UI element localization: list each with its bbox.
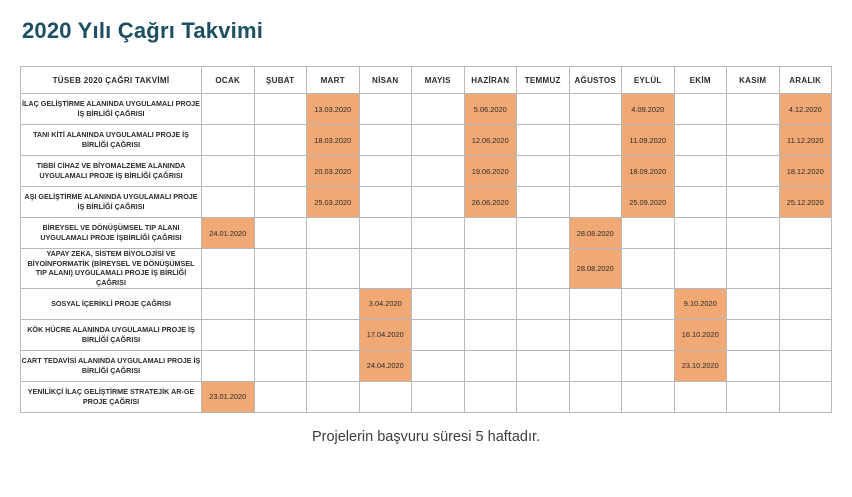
call-name-cell: KÖK HÜCRE ALANINDA UYGULAMALI PROJE İŞ BİRLİĞİ ÇAĞRISI xyxy=(21,319,202,350)
call-date-cell: 16.10.2020 xyxy=(674,319,727,350)
empty-cell xyxy=(359,94,412,125)
call-date-cell: 24.04.2020 xyxy=(359,350,412,381)
page-title: 2020 Yılı Çağrı Takvimi xyxy=(22,18,264,43)
empty-cell xyxy=(412,350,465,381)
empty-cell xyxy=(202,125,255,156)
empty-cell xyxy=(569,381,622,412)
empty-cell xyxy=(674,94,727,125)
empty-cell xyxy=(464,319,517,350)
call-date-cell: 17.04.2020 xyxy=(359,319,412,350)
empty-cell xyxy=(412,125,465,156)
table-row xyxy=(21,94,832,125)
month-header: ŞUBAT xyxy=(254,67,307,94)
empty-cell xyxy=(779,249,832,289)
table-row xyxy=(21,350,832,381)
empty-cell xyxy=(202,319,255,350)
empty-cell xyxy=(254,156,307,187)
table-row xyxy=(21,218,832,249)
empty-cell xyxy=(254,319,307,350)
table-row xyxy=(21,381,832,412)
footnote: Projelerin başvuru süresi 5 haftadır. xyxy=(311,428,541,445)
call-date-cell: 28.08.2020 xyxy=(569,249,622,289)
month-header: EYLÜL xyxy=(622,67,675,94)
empty-cell xyxy=(254,249,307,289)
call-date-cell: 18.03.2020 xyxy=(307,125,360,156)
empty-cell xyxy=(727,319,780,350)
empty-cell xyxy=(202,288,255,319)
call-date-cell: 26.06.2020 xyxy=(464,187,517,218)
empty-cell xyxy=(569,94,622,125)
empty-cell xyxy=(412,156,465,187)
empty-cell xyxy=(254,94,307,125)
month-header: OCAK xyxy=(202,67,255,94)
month-header: AĞUSTOS xyxy=(569,67,622,94)
empty-cell xyxy=(779,319,832,350)
empty-cell xyxy=(254,218,307,249)
call-date-cell: 25.09.2020 xyxy=(622,187,675,218)
empty-cell xyxy=(569,288,622,319)
empty-cell xyxy=(464,288,517,319)
empty-cell xyxy=(464,249,517,289)
call-date-cell: 23.10.2020 xyxy=(674,350,727,381)
empty-cell xyxy=(412,381,465,412)
call-date-cell: 20.03.2020 xyxy=(307,156,360,187)
empty-cell xyxy=(202,94,255,125)
empty-cell xyxy=(202,350,255,381)
call-name-cell: CART TEDAVİSİ ALANINDA UYGULAMALI PROJE İŞ BİRLİĞİ ÇAĞRISI xyxy=(21,350,202,381)
empty-cell xyxy=(307,381,360,412)
call-date-cell: 23.01.2020 xyxy=(202,381,255,412)
empty-cell xyxy=(517,156,570,187)
empty-cell xyxy=(307,249,360,289)
empty-cell xyxy=(674,381,727,412)
table-row xyxy=(21,187,832,218)
month-header: MAYIS xyxy=(412,67,465,94)
empty-cell xyxy=(517,94,570,125)
empty-cell xyxy=(517,125,570,156)
empty-cell xyxy=(517,218,570,249)
empty-cell xyxy=(254,350,307,381)
empty-cell xyxy=(779,218,832,249)
table-header-row xyxy=(21,67,832,94)
empty-cell xyxy=(517,249,570,289)
call-name-cell: TIBBİ CİHAZ VE BİYOMALZEME ALANINDA UYGULAMALI PROJE İŞ BİRLİĞİ ÇAĞRISI xyxy=(21,156,202,187)
empty-cell xyxy=(254,125,307,156)
empty-cell xyxy=(517,187,570,218)
empty-cell xyxy=(464,381,517,412)
empty-cell xyxy=(412,249,465,289)
empty-cell xyxy=(412,288,465,319)
empty-cell xyxy=(674,125,727,156)
month-header: TEMMUZ xyxy=(517,67,570,94)
empty-cell xyxy=(674,156,727,187)
table-row xyxy=(21,288,832,319)
empty-cell xyxy=(622,381,675,412)
empty-cell xyxy=(727,249,780,289)
month-header: NİSAN xyxy=(359,67,412,94)
empty-cell xyxy=(307,218,360,249)
call-name-cell: İLAÇ GELİŞTİRME ALANINDA UYGULAMALI PROJE İŞ BİRLİĞİ ÇAĞRISI xyxy=(21,94,202,125)
empty-cell xyxy=(622,350,675,381)
empty-cell xyxy=(359,156,412,187)
empty-cell xyxy=(254,381,307,412)
call-date-cell: 18.12.2020 xyxy=(779,156,832,187)
month-header: HAZİRAN xyxy=(464,67,517,94)
empty-cell xyxy=(307,288,360,319)
table-row xyxy=(21,125,832,156)
empty-cell xyxy=(359,125,412,156)
month-header: ARALIK xyxy=(779,67,832,94)
empty-cell xyxy=(359,187,412,218)
calendar-table-container xyxy=(0,44,852,413)
empty-cell xyxy=(569,125,622,156)
empty-cell xyxy=(727,381,780,412)
call-date-cell: 4.09.2020 xyxy=(622,94,675,125)
empty-cell xyxy=(517,381,570,412)
empty-cell xyxy=(674,187,727,218)
call-name-cell: TANI KİTİ ALANINDA UYGULAMALI PROJE İŞ BİRLİĞİ ÇAĞRISI xyxy=(21,125,202,156)
empty-cell xyxy=(674,218,727,249)
call-name-cell: YAPAY ZEKA, SİSTEM BİYOLOJİSİ VE BİYOİNFORMATİK (BİREYSEL VE DÖNÜŞÜMSEL TIP ALANI) UYGULAMALI PROJE İŞ BİRLİĞİ ÇAĞRISI xyxy=(21,249,202,289)
month-header: KASIM xyxy=(727,67,780,94)
table-header xyxy=(21,67,832,94)
empty-cell xyxy=(727,218,780,249)
call-date-cell: 25.03.2020 xyxy=(307,187,360,218)
empty-cell xyxy=(412,94,465,125)
month-header: MART xyxy=(307,67,360,94)
empty-cell xyxy=(727,94,780,125)
empty-cell xyxy=(569,156,622,187)
call-name-cell: SOSYAL İÇERİKLİ PROJE ÇAĞRISI xyxy=(21,288,202,319)
empty-cell xyxy=(569,350,622,381)
call-date-cell: 12.06.2020 xyxy=(464,125,517,156)
empty-cell xyxy=(779,350,832,381)
empty-cell xyxy=(779,288,832,319)
call-date-cell: 11.12.2020 xyxy=(779,125,832,156)
table-corner-header: TÜSEB 2020 ÇAĞRI TAKVİMİ xyxy=(21,67,202,94)
table-body xyxy=(21,94,832,413)
empty-cell xyxy=(359,381,412,412)
call-name-cell: AŞI GELİŞTİRME ALANINDA UYGULAMALI PROJE İŞ BİRLİĞİ ÇAĞRISI xyxy=(21,187,202,218)
call-name-cell: YENİLİKÇİ İLAÇ GELİŞTİRME STRATEJİK AR-GE PROJE ÇAĞRISI xyxy=(21,381,202,412)
empty-cell xyxy=(307,319,360,350)
empty-cell xyxy=(779,381,832,412)
call-name-cell: BİREYSEL VE DÖNÜŞÜMSEL TIP ALANI UYGULAMALI PROJE İŞBİRLİĞİ ÇAĞRISI xyxy=(21,218,202,249)
empty-cell xyxy=(254,288,307,319)
call-date-cell: 25.12.2020 xyxy=(779,187,832,218)
empty-cell xyxy=(359,218,412,249)
empty-cell xyxy=(622,218,675,249)
empty-cell xyxy=(412,218,465,249)
empty-cell xyxy=(202,156,255,187)
call-date-cell: 9.10.2020 xyxy=(674,288,727,319)
empty-cell xyxy=(464,218,517,249)
call-date-cell: 3.04.2020 xyxy=(359,288,412,319)
empty-cell xyxy=(517,319,570,350)
call-date-cell: 28.08.2020 xyxy=(569,218,622,249)
empty-cell xyxy=(727,350,780,381)
call-date-cell: 19.06.2020 xyxy=(464,156,517,187)
empty-cell xyxy=(622,249,675,289)
empty-cell xyxy=(569,187,622,218)
call-date-cell: 11.09.2020 xyxy=(622,125,675,156)
call-date-cell: 13.03.2020 xyxy=(307,94,360,125)
empty-cell xyxy=(569,319,622,350)
empty-cell xyxy=(464,350,517,381)
empty-cell xyxy=(517,350,570,381)
table-row xyxy=(21,319,832,350)
call-calendar-table xyxy=(20,66,832,413)
call-date-cell: 18.09.2020 xyxy=(622,156,675,187)
empty-cell xyxy=(622,319,675,350)
empty-cell xyxy=(412,319,465,350)
empty-cell xyxy=(727,187,780,218)
empty-cell xyxy=(307,350,360,381)
table-row xyxy=(21,249,832,289)
empty-cell xyxy=(412,187,465,218)
call-date-cell: 5.06.2020 xyxy=(464,94,517,125)
empty-cell xyxy=(727,156,780,187)
empty-cell xyxy=(359,249,412,289)
empty-cell xyxy=(254,187,307,218)
call-date-cell: 4.12.2020 xyxy=(779,94,832,125)
table-row xyxy=(21,156,832,187)
empty-cell xyxy=(727,125,780,156)
empty-cell xyxy=(202,249,255,289)
empty-cell xyxy=(622,288,675,319)
empty-cell xyxy=(202,187,255,218)
empty-cell xyxy=(727,288,780,319)
call-date-cell: 24.01.2020 xyxy=(202,218,255,249)
empty-cell xyxy=(517,288,570,319)
month-header: EKİM xyxy=(674,67,727,94)
empty-cell xyxy=(674,249,727,289)
